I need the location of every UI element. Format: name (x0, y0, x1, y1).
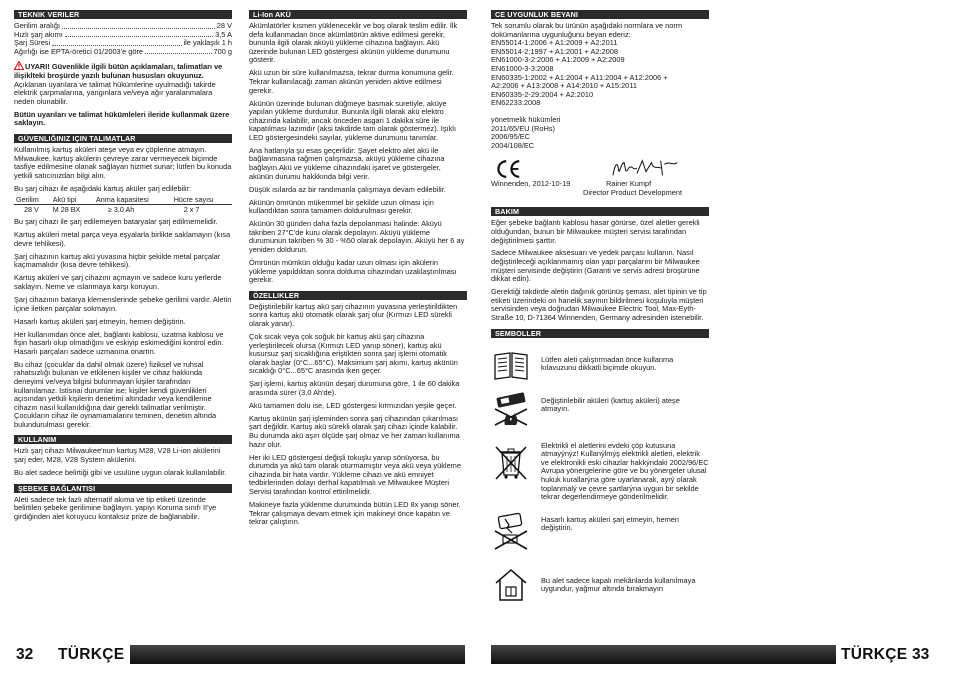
section-heading-ozellikler: ÖZELLIKLER (249, 291, 467, 300)
warning-text: Açıklanan uyarılara ve talimat hükümlerine uyulmadığı takirde elektrik çarpmalarına, yangınlara ve/veya ağır yaralanmalara neden olunabilir. (14, 79, 216, 106)
symbol-item (491, 565, 709, 609)
body-paragraph: Akü tamamen dolu ise, LED göstergesi kırmızıdan yeşile geçer. (249, 400, 457, 410)
section-heading-ce: CE UYGUNLUK BEYANI (491, 10, 709, 19)
warning-paragraph (14, 61, 232, 106)
section-heading-liion: Li-Ion AKÜ (249, 10, 467, 19)
table-header: Gerilim (14, 195, 51, 205)
battery-no-fire-icon (491, 389, 531, 429)
table-row (14, 205, 232, 215)
warning-bold: UYARI! Güvenlikle ilgili bütün açıklamaları, talimatları ve ilişiklteki broşürde yazılı bulunan hususları okuyunuz. (14, 62, 223, 80)
body-paragraph: Hasarlı kartuş aküleri şarj etmeyin, hemen değiştirin. (14, 316, 186, 326)
body-paragraph: Akümlatörler kısmen yükleneceklir ve boş olarak teslim edilir. İlk defa kullanmadan önce akümlatörün aktive edilmesi gerekir, bununla ilgili olarak aküyü yükleme cihazına bağlayın. Akü üzerinde bulunan LED göstergesi akünün yükleme durumunu gösterir. (249, 21, 458, 65)
section-heading-semboller: SEMBOLLER (491, 329, 709, 338)
table-cell: M 28 BX (52, 205, 81, 215)
battery-table (14, 195, 232, 214)
spec-row: Gerilim aralığı 28 V (14, 22, 232, 30)
symbol-item (491, 345, 709, 389)
body-paragraph: Akünün ömrünün mükemmel bir şekilde uzun olması için kullandıktan sonra tamamen doldurulması gerekir. (249, 197, 434, 216)
left-language-title: TÜRKÇE (58, 646, 125, 663)
regulation-item: 2011/65/EU (RoHs) (491, 123, 555, 133)
body-paragraph: Bu şarj cihazı ile şarj edilemeyen bataryalar şarj edilmemelidir. (14, 217, 218, 227)
symbol-text: Elektrikli el aletlerini evdeki çöp kutusuna atmayýnýz! Kullanýlmýş elektrikli aletleri, elektrik ve elektronikli eski cihazlar hakkýndaki 2002/96/EC Avrupa yönergelerine göre ve bu yönergeler ulusal hukuk kurallarýna göre uyarlanarak, ayrý olarak toplanmalý ve çevre şartlarýna uygun bir sekilde tekrar degerlendirmeye gönderilmelidir. (541, 440, 709, 502)
book-icon (491, 345, 531, 385)
body-paragraph: Kartuş aküleri ve şarj cihazını açmayın ve sadece kuru yerlerde saklayın. Neme ve ıslanmaya karşı koruyun. (14, 273, 222, 292)
body-paragraph: Gerektiği takdirde aletin dağınık görünüş şeması, alet tipinin ve tip etiketi üzerindeki on hanelik sayının bildirilmesi koşuluyla müşteri servisinden veya doğrudan Milwaukee Electric Tool, Max-Eyth-Straße 10, D-71364 Winnenden, Germany adresinden istenebilir. (491, 287, 707, 323)
norm-item: EN60335-1:2002 + A1:2004 + A11:2004 + A12:2006 + (491, 72, 668, 82)
regulation-label: yönetmelik hükümleri (491, 114, 561, 124)
body-paragraph: Hızlı şarj cihazı Milwaukee'nun kartuş M28, V28 Li-ion akülerini şarj eder, M28, V28 System akülerini. (14, 446, 221, 465)
right-footer-bar (491, 645, 836, 664)
signature-block (491, 155, 709, 197)
warning-bold-2: Bütün uyarıları ve talimat hükümleleri ileride kullanmak üzere saklayın. (14, 109, 230, 128)
body-paragraph: Ana hatlarıyla şu esas geçerlidir: Şayet elektro alet akü ile bağlanmasına rağmen çalışmazsa, aküyü yükleme cihazına bağlayın.Akü ve yükleme cihazındaki işaret ve göstergeler, akünün durumu hakkkında bilgi verir. (249, 145, 445, 181)
left-column-1 (14, 10, 232, 526)
regulation-list (491, 116, 709, 150)
body-paragraph: Değiştirilebilir kartuş akü şarj cihazının yuvasına yerleştirildikten sonra kartuş akü otomatik olarak şarj olur (Kırmızı LED sürekli olarak yanar). (249, 301, 458, 328)
body-paragraph: Kullanılmış kartuş aküleri ateşe veya ev çöplerine atmayın. Milwaukee, kartuş akülerin çevreye zarar vermeyecek biçimde tasfiye edilmesine olanak sağlayan hizmet sunar; lütfen bu konuda yetkili satıcınızdan bilgi alın. (14, 144, 232, 180)
spec-list (14, 22, 232, 56)
ce-intro: Tek sorumlu olarak bu ürünün aşağıdaki normlara ve norm dokümanlarına uygunluğunu beyan ederiz: (491, 21, 683, 39)
damaged-battery-icon (491, 511, 531, 551)
section-heading-kullanim: KULLANIM (14, 435, 232, 444)
table-header: Hücre sayısı (172, 195, 232, 205)
norm-item: EN60335-2-29:2004 + A2:2010 (491, 89, 594, 99)
body-paragraph: Bu alet sadece belirtiği gibi ve usulüne uygun olarak kullanılabilir. (14, 468, 227, 478)
body-paragraph: Akü uzun bir süre kullanılmazsa, tekrar durma konumuna gelir. Tekrar kullanılacağı zaman akünün yeniden aktive edilmesi gerekir. (249, 68, 454, 95)
right-column (491, 10, 709, 609)
spec-row: Hızlı şarj akımı 3,5 A (14, 30, 232, 39)
body-paragraph: Makineye fazla yüklenme durumunda bütün LED 8x yanıp söner. Tekrar çalışmaya devam etmek için makineyi önce kapatın ve tekrar çalıştırın. (249, 499, 461, 527)
symbol-list (491, 341, 709, 609)
body-paragraph: Eğer şebeke bağlantı kablosu hasar görürse, özel aletler gerekli olduğundan, bunun bir Milwaukee müşteri servisi tarafından değiştirilmesi şarttır. (491, 218, 700, 245)
regulation-item: 2006/95/EC (491, 132, 531, 142)
body-paragraph: Sadece Milwaukee aksesuarı ve yedek parçası kullanın. Nasıl değiştirileceği açıklanmamış olan yapı parçalarını bir Milwaukee müşteri servisinde değiştirin (Garanti ve servis adresi broşürüne dikkat edin). (491, 248, 700, 284)
symbol-text: Değiştirilebilir aküleri (kartuş aküleri) ateşe atmayın. (541, 395, 680, 414)
body-paragraph: Kartuş akünün şarj işleminden sonra şarj cihazından çıkarılması şart değildir. Kartuş akü sürekli olarak şarj cihazı içinde kalabilir. Bu durumda akü aşırı ölçüde şarj olmaz ve her zaman kullanıma hazır olur. (249, 413, 460, 449)
body-paragraph: Her kullanımdan önce alet, bağlantı kablosu, uzatma kablosu ve fişin hasarlı olup olmadığını ve eskiyip eskimediğini kontrol edin. Hasarlı parçaları sadece uzmanına onartın. (14, 329, 224, 356)
spec-row: Şarj Süresi ile yaklaşık 1 h (14, 39, 232, 48)
spec-row: Ağırlığı ise EPTA-öretici 01/2003'e göre 700 g (14, 47, 232, 56)
body-paragraph: Bu cihaz (çocuklar da dahil olmak üzere) fiziksel ve ruhsal rahatsızlığı bulunan ve etkilenen kişiler ve cihaz hakkında deneyimi ve/veya bilgisi bulunmayan kişiler tarafından kullanılamaz. İstisnai durumlar ise; kişiler kendi güvenlikleri açısından yetkili kişilerin denetimi altındadır veya kendilerine cihazın nasıl kullanıldığına dair gerekli talimatlar verilmiştir. Çocukların cihaz ile oynamamalarını teminen, denetim altında bulundurulması gerekir. (14, 359, 217, 429)
body-paragraph: Şarj cihazının batarya klemenslerinde şebeke gerilimi vardır. Aletin içine iletken parçalar sokmayın. (14, 295, 232, 313)
body-paragraph: Akünün üzerinde bulunan düğmeye basmak suretiyle, aküye yapılan yükleme durdurulur. Bununla ilgili olarak akü elektro cihazında kalabilir, ancak önceden asgari 1 dakika süre ile kapatılması lazımdır (aksi takdirde tam olarak göstermez). Işıklı LED göstergesindeki sayılar, yükleme durumunu tanımlar. (249, 98, 457, 142)
body-paragraph: Akünün 30 günden daha fazla depolanması halinde: Aküyü takriben 27°C'de kuru olarak depolayın. Aküyü yükleme durumunun takriben % 30 - %50 olarak depolayın. Aküyü her 6 ay yeniden doldurun. (249, 219, 465, 254)
weee-bin-icon (491, 441, 531, 481)
body-paragraph: Bu şarj cihazı ile aşağıdaki kartuş aküler şarj edilebilir: (14, 183, 192, 193)
ce-mark-icon (495, 159, 521, 179)
place-date: Winnenden, 2012-10-19 (491, 179, 571, 189)
body-paragraph: Şarj cihazının kartuş akü yuvasına hiçbir şekilde metal parçalar kaçmamalıdır (kısa devre tehlikesi). (14, 251, 221, 270)
right-page-number: 33 (912, 646, 930, 663)
body-paragraph: Kartuş aküleri metal parça veya eşyalarla birlikte saklamayın (kısa devre tehlikesi). (14, 230, 231, 248)
norm-item: EN55014-1:2006 + A1:2009 + A2:2011 (491, 38, 618, 48)
table-cell: ≥ 3,0 Ah (107, 205, 135, 215)
table-cell: 28 V (24, 205, 39, 215)
table-cell: 2 x 7 (183, 205, 200, 215)
left-page-number: 32 (16, 646, 34, 663)
symbol-item (491, 389, 709, 441)
regulation-item: 2004/108/EC (491, 140, 535, 150)
norm-item: A2:2006 + A13:2008 + A14:2010 + A15:2011 (491, 81, 637, 91)
norm-item: EN61000-3-2:2006 + A1:2009 + A2:2009 (491, 55, 625, 65)
symbol-item (491, 441, 709, 511)
signer-name: Rainer Kumpf (606, 179, 652, 189)
symbol-text: Bu alet sadece kapalı mekânlarda kullanılmaya uygundur, yağmur altında bırakmayın (541, 575, 696, 594)
section-heading-teknik: TEKNIK VERILER (14, 10, 232, 19)
body-paragraph: Ömrünün mümkün olduğu kadar uzun olması için akülerin yükleme yapıldıktan sonra dolduma cihazından uzaklaştırılması gerekir. (249, 257, 457, 285)
norm-item: EN61000-3-3:2008 (491, 63, 554, 73)
body-paragraph: Aleti sadece tek fazlı alternatif akıma ve tip etiketi üzerinde belirtilen şebeke gerilimine bağlayın. yapıyı Koruma sınıfı II'ye girdiğinden alet koruyucu kontaksız prize de bağlanabilir. (14, 494, 217, 521)
body-paragraph: Çok sıcak veya çok soğuk bir kartuş akü şarj cihazına yerleştirilecek olursa (Kırmızı LED yanıp söner), kartuş akü kusursuz şarj sıcaklığına eriştikten sonra şarj işlemi otomatik olarak başlar (0°C...65°C). Maksimum şarj akımı, kartuş akünün sıcaklığı 0°C...65°C arasında iken geçer. (249, 331, 458, 376)
section-heading-sebeke: ŞEBEKE BAĞLANTISI (14, 484, 232, 493)
right-language-title: TÜRKÇE (841, 646, 908, 663)
signer-title: Director Product Development (583, 188, 682, 198)
table-header: Anma kapasitesi (94, 195, 172, 205)
indoor-use-icon (491, 565, 531, 605)
section-heading-bakim: BAKIM (491, 207, 709, 216)
norm-item: EN55014-2:1997 + A1:2001 + A2:2008 (491, 46, 618, 56)
table-header: Akü tipi (51, 195, 94, 205)
symbol-item (491, 511, 709, 565)
body-paragraph: Düşük ısılarda az bir randımanla çalışmaya devam edilebilir. (249, 184, 446, 194)
table-header-row (14, 195, 232, 205)
warning-triangle-icon (14, 61, 24, 70)
symbol-text: Lütfen aleti çalıştırmadan önce kullanma kılavuzunu dikkatli biçimde okuyun. (541, 354, 674, 373)
body-paragraph: Her iki LED göstergesi değişli tokuşlu yanıp sönüyorsa, bu durumda ya akü tam olarak oturmamıştır veya akü veya yükleme cihazında bir hata vardır. Yükleme cihazı ve akü emniyet tedbirlerinden dolayı derhal kapatılmalı ve Milwaukee Müşteri Servisi tarafından kontrol ettirilmelidir. (249, 452, 461, 496)
section-heading-guvenlik: GÜVENLIĞINIZ IÇIN TALIMATLAR (14, 134, 232, 143)
left-footer-bar (130, 645, 465, 664)
norm-item: EN62233:2008 (491, 98, 541, 108)
left-column-2 (249, 10, 467, 531)
norm-list (491, 39, 709, 108)
symbol-text: Hasarlı kartuş aküleri şarj etmeyin, hemen değiştirin. (541, 514, 680, 533)
signature-icon (609, 157, 683, 179)
body-paragraph: Şarj işlemi, kartuş akünün deşarj durumuna göre, 1 ile 60 dakika arasında sürer (3,0 Ah'de). (249, 379, 460, 397)
